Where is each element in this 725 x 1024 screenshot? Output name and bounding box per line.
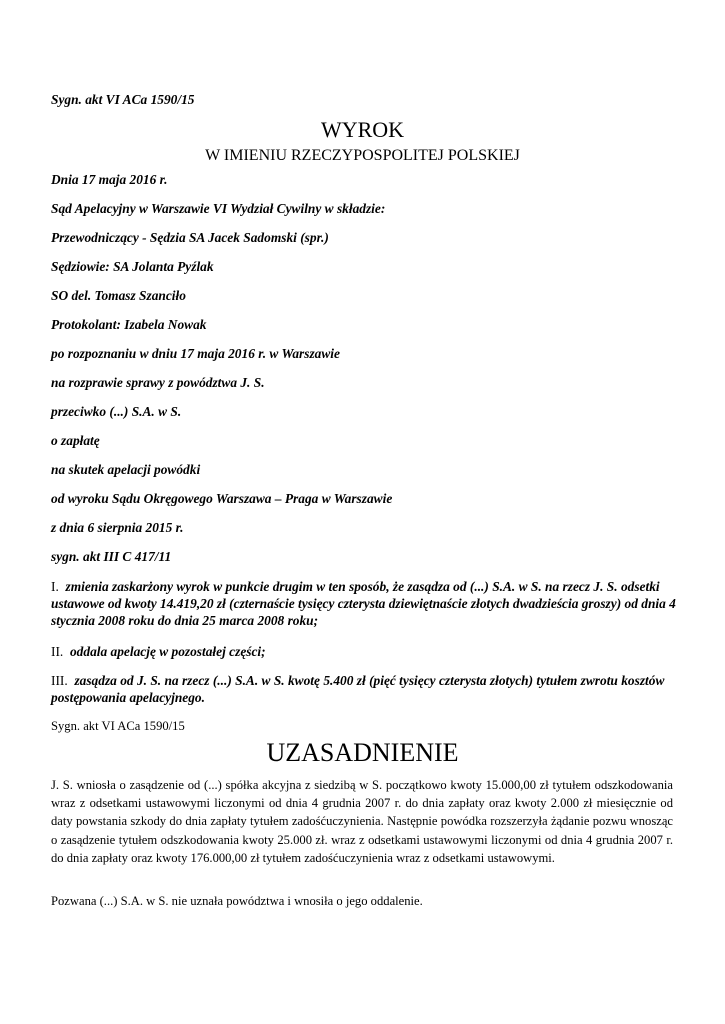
subject-matter: o zapłatę — [51, 433, 100, 448]
case-number: Sygn. akt VI ACa 1590/15 — [51, 92, 195, 107]
justification-title: UZASADNIENIE — [266, 738, 459, 767]
delegated-judge: SO del. Tomasz Szanciło — [51, 288, 186, 303]
justification-paragraph: Pozwana (...) S.A. w S. nie uznała powództwa i wnosiła o jego oddalenie. — [51, 894, 423, 908]
plaintiff: na rozprawie sprawy z powództwa J. S. — [51, 375, 265, 390]
appeal-basis: na skutek apelacji powódki — [51, 462, 201, 477]
verdict-subtitle: W IMIENIU RZECZYPOSPOLITEJ POLSKIEJ — [205, 147, 520, 164]
lower-court-case-number: sygn. akt III C 417/11 — [51, 549, 172, 564]
judges: Sędziowie: SA Jolanta Pyźlak — [51, 259, 214, 274]
point-text: zmienia zaskarżony wyrok w punkcie drugim w ten sposób, że zasądza od (...) S.A. w S. na rzecz J. S. odsetki ustawowe od kwoty 14.419,20 zł (czternaście tysięcy czterysta dziewiętnaście złotych dwadzieścia groszy) od dnia 4 stycznia 2008 roku do dnia 25 marca 2008 roku; — [51, 579, 676, 628]
verdict-point-1 — [51, 578, 677, 629]
lower-court-date: z dnia 6 sierpnia 2015 r. — [51, 520, 184, 535]
point-number: III. — [51, 673, 68, 688]
verdict-point-3 — [51, 672, 677, 706]
justification-paragraph: J. S. wniosła o zasądzenie od (...) spółka akcyjna z siedzibą w S. początkowo kwoty 15.000,00 zł tytułem odszkodowania wraz z odsetkami ustawowymi liczonymi od dnia 4 grudnia 2007 r. do dnia zapłaty oraz kwoty 2.000 zł miesięcznie od daty powstania szkody do dnia zapłaty tytułem zadośćuczynienia. Następnie powódka rozszerzyła żądanie pozwu wnosząc o zasądzenie tytułem odszkodowania kwoty 25.000 zł. wraz z odsetkami ustawowymi liczonymi od dnia 4 grudnia 2007 r. do dnia zapłaty oraz kwoty 176.000,00 zł tytułem zadośćuczynienia wraz z odsetkami ustawowymi. — [51, 778, 673, 865]
presiding-judge: Przewodniczący - Sędzia SA Jacek Sadomski (spr.) — [51, 230, 329, 245]
lower-court-judgment: od wyroku Sądu Okręgowego Warszawa – Praga w Warszawie — [51, 491, 393, 506]
point-number: I. — [51, 579, 59, 594]
point-number: II. — [51, 644, 64, 659]
defendant: przeciwko (...) S.A. w S. — [51, 404, 182, 419]
hearing-date: po rozpoznaniu w dniu 17 maja 2016 r. w Warszawie — [51, 346, 340, 361]
court-composition: Sąd Apelacyjny w Warszawie VI Wydział Cywilny w składzie: — [51, 201, 386, 216]
verdict-date: Dnia 17 maja 2016 r. — [51, 172, 168, 187]
verdict-point-2 — [51, 643, 677, 660]
court-reporter: Protokolant: Izabela Nowak — [51, 317, 207, 332]
point-text: oddala apelację w pozostałej części; — [69, 644, 266, 659]
verdict-title: WYROK — [320, 117, 405, 142]
point-text: zasądza od J. S. na rzecz (...) S.A. w S. kwotę 5.400 zł (pięć tysięcy czterysta złotych) tytułem zwrotu kosztów postępowania apelacyjnego. — [51, 673, 665, 705]
justification-case-number: Sygn. akt VI ACa 1590/15 — [51, 719, 185, 733]
